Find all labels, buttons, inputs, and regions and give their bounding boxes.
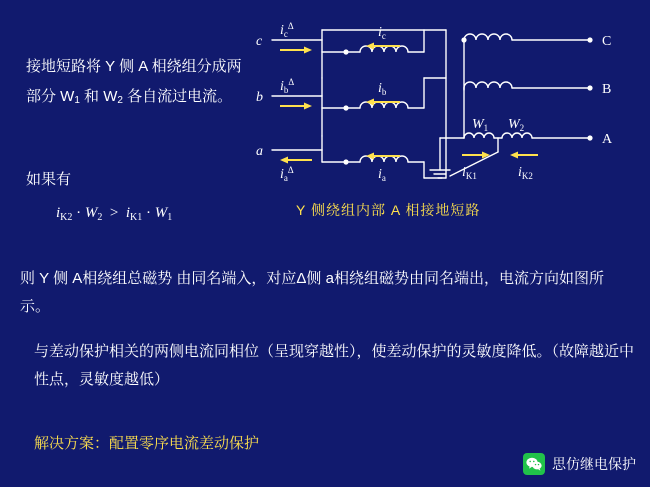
coil-current-c-label: $i_c$ bbox=[378, 25, 386, 41]
star-terminal-B-label: B bbox=[602, 82, 612, 97]
paragraph-1-post: 各自流过电流。 bbox=[122, 88, 233, 105]
wechat-icon bbox=[523, 453, 545, 475]
formula-left-i: i bbox=[56, 205, 61, 221]
formula-right-i: i bbox=[125, 205, 131, 221]
formula-right-w-sub: 1 bbox=[167, 212, 173, 223]
current-arrows bbox=[280, 43, 538, 164]
fault-current-k2-label: $i_{K2}$ bbox=[518, 165, 533, 181]
fault-current-k1-label: $i_{K1}$ bbox=[462, 165, 477, 181]
transformer-diagram bbox=[250, 18, 650, 203]
formula-dot-1: · bbox=[72, 205, 85, 221]
delta-terminal-a-label: a bbox=[256, 144, 263, 159]
formula-gt: > bbox=[102, 205, 126, 221]
paragraph-1-sub1: 1 bbox=[74, 95, 80, 106]
delta-current-c-label: $i_c^\Delta$ bbox=[280, 21, 294, 39]
delta-terminal-c-label: c bbox=[256, 34, 263, 49]
formula-right-w: W bbox=[154, 205, 168, 221]
coil-current-a-label: $i_a$ bbox=[378, 167, 386, 183]
paragraph-3: 与差动保护相关的两侧电流同相位（呈现穿越性），使差动保护的灵敏度降低。（故障越近中性点，灵敏度越低） bbox=[34, 343, 635, 388]
paragraph-1-pre: 接地短路将 Y 侧 A 相绕组分成两部分 W bbox=[26, 58, 242, 105]
formula-left-sub: K2 bbox=[60, 212, 73, 223]
winding-w1-label: $W_1$ bbox=[472, 117, 489, 133]
formula-dot-2: · bbox=[142, 205, 155, 221]
ground-icon bbox=[430, 170, 450, 178]
paragraph-1-mid: 和 W bbox=[79, 88, 118, 105]
paragraph-1 bbox=[26, 52, 256, 116]
star-terminal-C-label: C bbox=[602, 34, 612, 49]
formula-left-w: W bbox=[84, 205, 98, 221]
paragraph-1-sub2: 2 bbox=[117, 95, 123, 106]
coil-current-b-label: $i_b$ bbox=[378, 81, 387, 97]
delta-current-a-label: $i_a^\Delta$ bbox=[280, 165, 294, 183]
delta-terminal-b-label: b bbox=[256, 90, 263, 105]
star-terminal-A-label: A bbox=[602, 132, 613, 147]
formula bbox=[56, 205, 172, 223]
paragraph-2: 则 Y 侧 A相绕组总磁势 由同名端入，对应Δ侧 a相绕组磁势由同名端出，电流方向如图所示。 bbox=[20, 270, 604, 315]
delta-current-b-label: $i_b^\Delta$ bbox=[280, 77, 295, 95]
if-have-label: 如果有 bbox=[26, 171, 72, 188]
paragraph-4: 解决方案：配置零序电流差动保护 bbox=[34, 435, 260, 452]
formula-left-w-sub: 2 bbox=[97, 212, 103, 223]
brand-logo bbox=[523, 453, 636, 475]
diagram-caption: Y 侧绕组内部 A 相接地短路 bbox=[296, 202, 481, 218]
brand-name: 思仿继电保护 bbox=[552, 456, 636, 472]
formula-right-sub: K1 bbox=[130, 212, 143, 223]
winding-w2-label: $W_2$ bbox=[508, 117, 525, 133]
